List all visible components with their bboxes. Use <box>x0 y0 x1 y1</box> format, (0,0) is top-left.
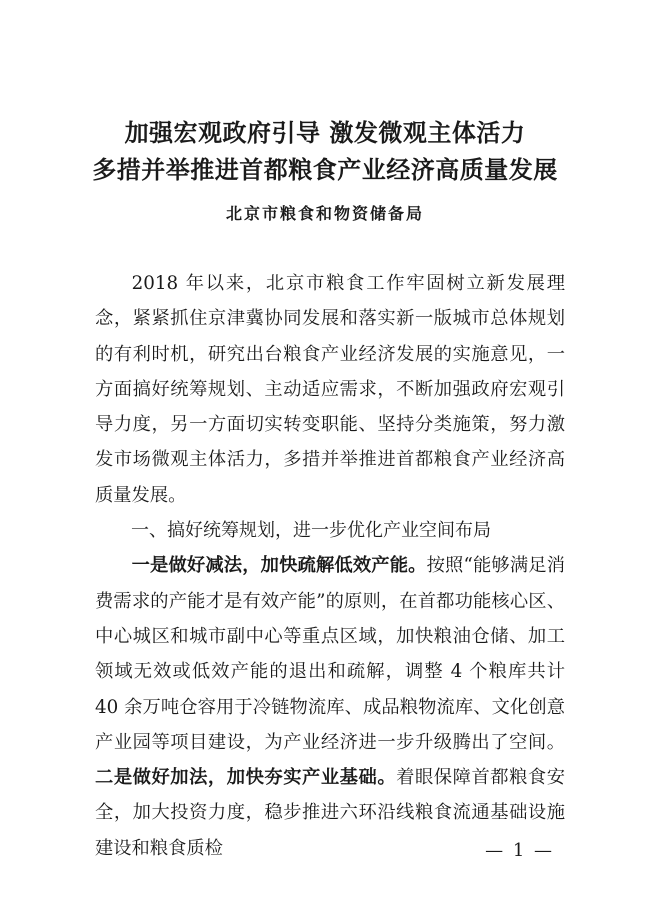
document-body <box>95 266 565 866</box>
paragraph-section-1 <box>95 548 565 866</box>
page-number: — 1 — <box>485 840 554 861</box>
paragraph-intro: 2018 年以来，北京市粮食工作牢固树立新发展理念，紧紧抓住京津冀协同发展和落实新一版城市总体规划的有利时机，研究出台粮食产业经济发展的实施意见，一方面搞好统筹规划、主动适应需求，不断加强政府宏观引导力度，另一方面切实转变职能、坚持分类施策，努力激发市场微观主体活力，多措并举推进首都粮食产业经济高质量发展。 <box>95 273 565 506</box>
document-title-line-1: 加强宏观政府引导 激发微观主体活力 <box>124 118 526 147</box>
emphasis-point-1: 一是做好减法，加快疏解低效产能。 <box>131 555 427 577</box>
document-title-line-2: 多措并举推进首都粮食产业经济高质量发展 <box>92 155 558 184</box>
document-author: 北京市粮食和物资储备局 <box>225 204 424 223</box>
paragraph-text-2: 着眼保障首都粮食安全，加大投资力度，稳步推进六环沿线粮食流通基础设施建设和粮食质检 <box>95 767 566 859</box>
paragraph-text-1: 按照“能够满足消费需求的产能才是有效产能”的原则，在首都功能核心区、中心城区和城市副中心等重点区域，加快粮油仓储、加工领域无效或低效产能的退出和疏解，调整 4 个粮库共计 40 余万吨仓容用于冷链物流库、成品粮物流库、文化创意产业园等项目建设，为产业经济进一步升级腾出了空间。 <box>95 555 565 753</box>
section-heading-1: 一、搞好统筹规划，进一步优化产业空间布局 <box>131 520 491 542</box>
emphasis-point-2: 二是做好加法，加快夯实产业基础。 <box>95 767 397 789</box>
